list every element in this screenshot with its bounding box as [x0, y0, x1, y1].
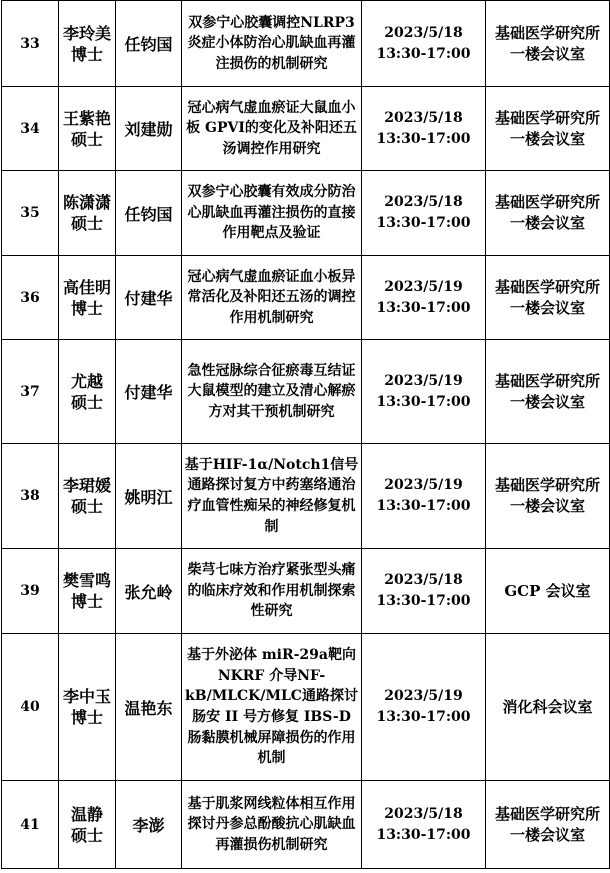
- schedule-cell: [362, 549, 486, 634]
- student-degree: 硕士: [70, 214, 103, 233]
- thesis-topic: 基于肌浆网线粒体相互作用探讨丹参总酚酸抗心肌缺血再灌损伤机制研究: [182, 781, 362, 869]
- supervisor: 姚明江: [116, 444, 182, 549]
- student-name: 李珺媛: [62, 476, 111, 495]
- schedule-cell: [362, 781, 486, 869]
- defense-time: 13:30-17:00: [376, 498, 471, 514]
- venue: 基础医学研究所一楼会议室: [486, 171, 610, 256]
- student-name: 高佳明: [62, 277, 111, 297]
- student-cell: [59, 444, 116, 549]
- student-degree: 博士: [70, 708, 103, 727]
- defense-time: 13:30-17:00: [376, 45, 471, 62]
- defense-time: 13:30-17:00: [376, 299, 471, 316]
- student-cell: [59, 634, 116, 781]
- supervisor: 刘建勋: [116, 87, 182, 171]
- defense-date: 2023/5/19: [384, 688, 463, 704]
- schedule-cell: [362, 1, 486, 87]
- student-degree: 硕士: [70, 825, 103, 845]
- student-name: 温静: [70, 804, 103, 824]
- thesis-topic: 柴芎七味方治疗紧张型头痛的临床疗效和作用机制探索性研究: [182, 549, 362, 634]
- venue: 消化科会议室: [486, 634, 610, 781]
- student-degree: 硕士: [70, 497, 103, 516]
- student-name: 尤越: [70, 371, 103, 391]
- student-name: 樊雪鸣: [62, 571, 111, 590]
- student-degree: 博士: [70, 592, 103, 611]
- row-number: 40: [2, 634, 59, 781]
- venue: 基础医学研究所一楼会议室: [486, 781, 610, 869]
- venue: GCP 会议室: [486, 549, 610, 634]
- table-row: [2, 171, 610, 256]
- table-row: [2, 1, 610, 87]
- venue: 基础医学研究所一楼会议室: [486, 340, 610, 444]
- row-number: 34: [2, 87, 59, 171]
- row-number: 36: [2, 256, 59, 340]
- supervisor: 温艳东: [116, 634, 182, 781]
- table-row: [2, 340, 610, 444]
- thesis-topic: 双参宁心胶囊有效成分防治心肌缺血再灌注损伤的直接作用靶点及验证: [182, 171, 362, 256]
- schedule-cell: [362, 634, 486, 781]
- table-row: [2, 781, 610, 869]
- defense-time: 13:30-17:00: [376, 215, 471, 231]
- supervisor: 张允岭: [116, 549, 182, 634]
- defense-time: 13:30-17:00: [376, 826, 471, 843]
- row-number: 41: [2, 781, 59, 869]
- row-number: 35: [2, 171, 59, 256]
- defense-time: 13:30-17:00: [376, 130, 471, 147]
- table-row: [2, 634, 610, 781]
- student-cell: [59, 340, 116, 444]
- student-name: 陈潇潇: [62, 193, 111, 212]
- thesis-topic: 基于外泌体 miR-29a靶向 NKRF 介导NF-kB/MLCK/MLC通路探讨肠安 II 号方修复 IBS-D 肠黏膜机械屏障损伤的作用机制: [182, 634, 362, 781]
- student-degree: 硕士: [70, 392, 103, 412]
- student-degree: 博士: [70, 298, 103, 318]
- row-number: 37: [2, 340, 59, 444]
- supervisor: 李澎: [116, 781, 182, 869]
- venue: 基础医学研究所一楼会议室: [486, 87, 610, 171]
- schedule-cell: [362, 444, 486, 549]
- defense-date: 2023/5/18: [384, 109, 463, 126]
- defense-time: 13:30-17:00: [376, 393, 471, 410]
- defense-date: 2023/5/18: [384, 24, 463, 41]
- defense-date: 2023/5/18: [384, 572, 463, 588]
- supervisor: 付建华: [116, 256, 182, 340]
- student-degree: 硕士: [70, 129, 103, 149]
- student-cell: [59, 171, 116, 256]
- student-name: 李玲美: [62, 23, 111, 43]
- student-name: 李中玉: [62, 687, 111, 706]
- table-row: [2, 256, 610, 340]
- row-number: 38: [2, 444, 59, 549]
- defense-date: 2023/5/19: [384, 477, 463, 493]
- defense-time: 13:30-17:00: [376, 593, 471, 609]
- defense-date: 2023/5/19: [384, 372, 463, 389]
- venue: 基础医学研究所一楼会议室: [486, 1, 610, 87]
- schedule-cell: [362, 340, 486, 444]
- student-cell: [59, 1, 116, 87]
- table-row: [2, 87, 610, 171]
- row-number: 33: [2, 1, 59, 87]
- defense-date: 2023/5/18: [384, 805, 463, 822]
- defense-date: 2023/5/18: [384, 194, 463, 210]
- thesis-topic: 冠心病气虚血瘀证血小板异常活化及补阳还五汤的调控作用机制研究: [182, 256, 362, 340]
- thesis-topic: 冠心病气虚血瘀证大鼠血小板 GPVI的变化及补阳还五汤调控作用研究: [182, 87, 362, 171]
- table-row: [2, 444, 610, 549]
- row-number: 39: [2, 549, 59, 634]
- schedule-cell: [362, 87, 486, 171]
- venue: 基础医学研究所一楼会议室: [486, 444, 610, 549]
- defense-time: 13:30-17:00: [376, 709, 471, 725]
- student-cell: [59, 781, 116, 869]
- student-cell: [59, 549, 116, 634]
- thesis-topic: 双参宁心胶囊调控NLRP3炎症小体防治心肌缺血再灌注损伤的机制研究: [182, 1, 362, 87]
- student-cell: [59, 256, 116, 340]
- schedule-table: [1, 0, 610, 869]
- schedule-cell: [362, 171, 486, 256]
- supervisor: 任钧国: [116, 171, 182, 256]
- thesis-topic: 基于HIF-1α/Notch1信号通路探讨复方中药塞络通治疗血管性痴呆的神经修复机制: [182, 444, 362, 549]
- student-cell: [59, 87, 116, 171]
- defense-date: 2023/5/19: [384, 278, 463, 295]
- supervisor: 任钧国: [116, 1, 182, 87]
- student-degree: 博士: [70, 44, 103, 64]
- table-row: [2, 549, 610, 634]
- thesis-topic: 急性冠脉综合征瘀毒互结证大鼠模型的建立及清心解瘀方对其干预机制研究: [182, 340, 362, 444]
- supervisor: 付建华: [116, 340, 182, 444]
- schedule-cell: [362, 256, 486, 340]
- venue: 基础医学研究所一楼会议室: [486, 256, 610, 340]
- student-name: 王紫艳: [62, 108, 111, 128]
